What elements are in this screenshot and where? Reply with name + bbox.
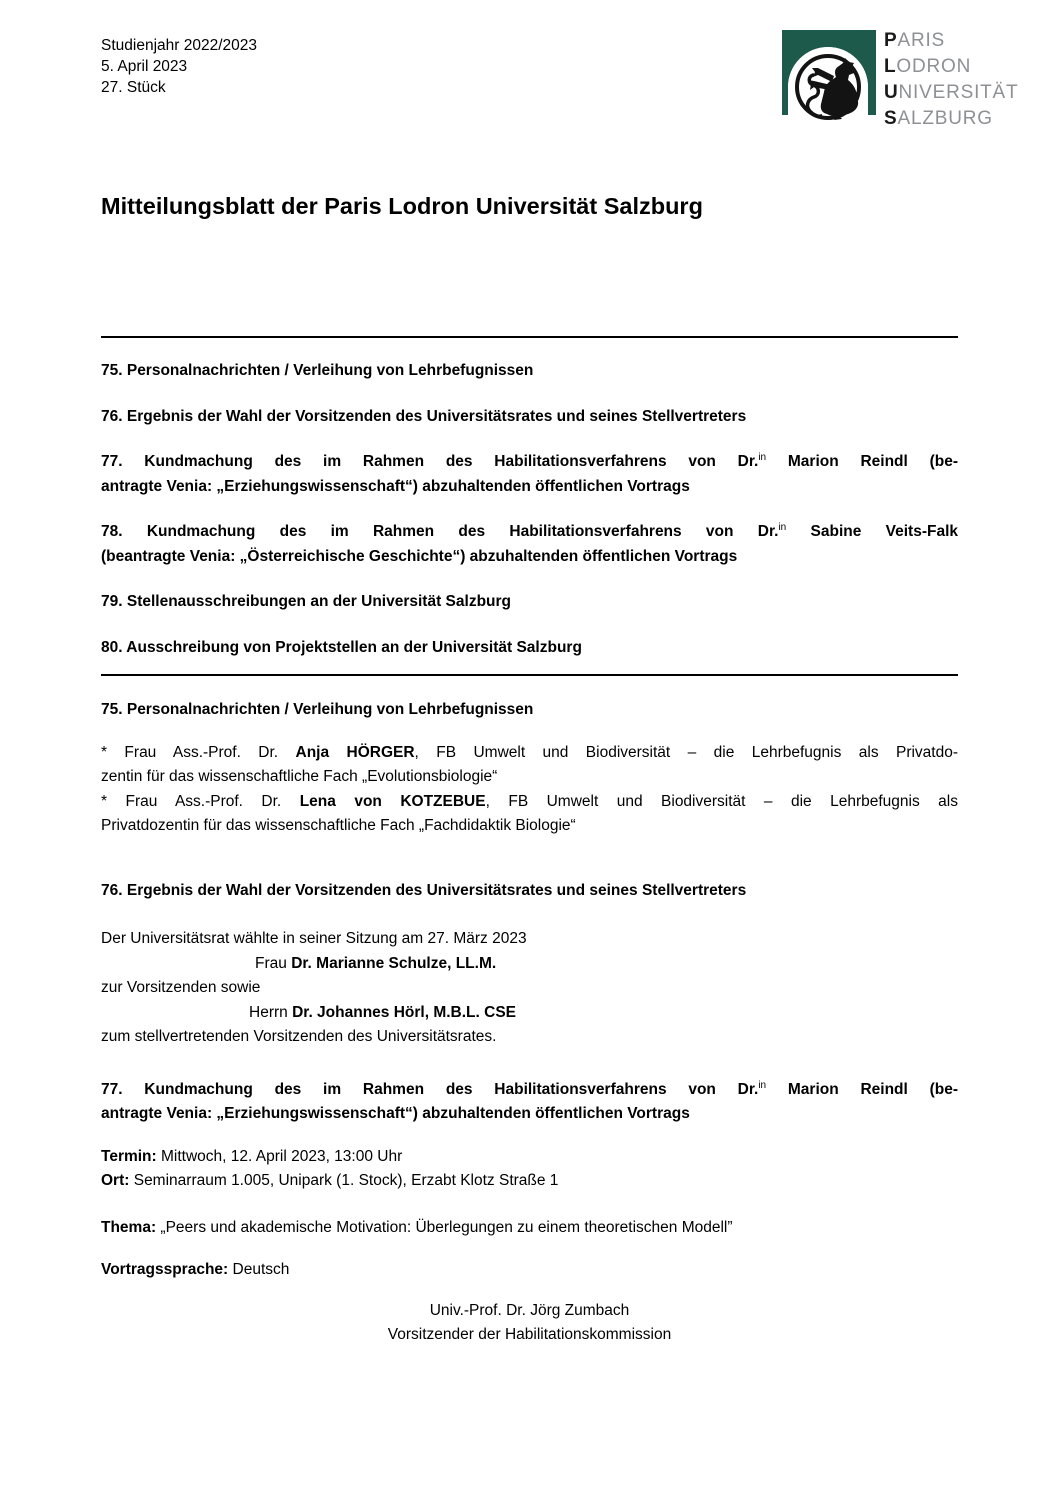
toc-item bbox=[101, 359, 958, 384]
text-run: antragte Venia: „Erziehungswissenschaft“) abzuhaltenden öffentlichen Vortrags bbox=[101, 477, 690, 495]
text-run: 77. Kundmachung des im Rahmen des Habilitationsverfahrens von Dr. bbox=[101, 1080, 759, 1098]
wordmark-initial: U bbox=[884, 82, 899, 103]
text-run: Univ.-Prof. Dr. Jörg Zumbach bbox=[429, 1301, 630, 1319]
text-run: 75. Personalnachrichten / Verleihung von Lehrbefugnissen bbox=[101, 362, 534, 379]
text-run: Marion Reindl (be- bbox=[766, 1080, 959, 1098]
text-run: 79. Stellenausschreibungen an der Universität Salzburg bbox=[101, 593, 512, 610]
horizontal-rule bbox=[101, 336, 958, 338]
superscript-text: in bbox=[778, 522, 787, 533]
text-run: „Peers und akademische Motivation: Überlegungen zu einem theoretischen Modell” bbox=[156, 1218, 733, 1236]
wordmark-rest: ODRON bbox=[896, 56, 972, 77]
horizontal-rule bbox=[101, 674, 958, 676]
toc-item bbox=[101, 520, 958, 569]
toc-item bbox=[101, 590, 958, 615]
text-run: Der Universitätsrat wählte in seiner Sitzung am 27. März 2023 bbox=[101, 930, 527, 947]
text-line bbox=[101, 976, 958, 1001]
text-line bbox=[101, 1258, 958, 1283]
body-paragraph bbox=[101, 1216, 958, 1241]
plus-wordmark bbox=[884, 28, 1018, 132]
text-run: Vorsitzender der Habilitationskommission bbox=[387, 1326, 672, 1343]
superscript-text: in bbox=[758, 1079, 767, 1091]
text-run: Frau bbox=[255, 954, 292, 972]
text-run: 80. Ausschreibung von Projektstellen an der Universität Salzburg bbox=[101, 638, 582, 656]
text-run: Mittwoch, 12. April 2023, 13:00 Uhr bbox=[156, 1147, 403, 1165]
text-line bbox=[101, 1169, 958, 1194]
text-run: 75. Personalnachrichten / Verleihung von Lehrbefugnissen bbox=[101, 701, 534, 718]
wordmark-row-salzburg bbox=[884, 106, 1018, 132]
text-line bbox=[101, 1001, 958, 1026]
document-content bbox=[101, 330, 958, 1348]
text-run: 77. Kundmachung des im Rahmen des Habilitationsverfahrens von Dr. bbox=[101, 453, 759, 470]
wordmark-initial: P bbox=[884, 30, 898, 51]
text-run: Herrn bbox=[249, 1003, 293, 1021]
bold-text: Dr. Marianne Schulze, LL.M. bbox=[291, 954, 497, 972]
text-line bbox=[101, 475, 958, 500]
text-line bbox=[101, 1323, 958, 1348]
body-paragraph bbox=[101, 1258, 958, 1283]
wordmark-row-lodron bbox=[884, 54, 1018, 80]
text-run: (beantragte Venia: „Österreichische Geschichte“) abzuhaltenden öffentlichen Vortrags bbox=[101, 547, 738, 565]
text-run: zentin für das wissenschaftliche Fach „Evolutionsbiologie“ bbox=[101, 768, 498, 785]
text-run: zum stellvertretenden Vorsitzenden des Universitätsrates. bbox=[101, 1028, 497, 1045]
text-line bbox=[101, 741, 958, 766]
wordmark-row-paris bbox=[884, 28, 1018, 54]
wordmark-rest: ALZBURG bbox=[897, 108, 993, 129]
text-run: Sabine Veits-Falk bbox=[786, 523, 958, 540]
bold-text: Anja HÖRGER bbox=[295, 743, 415, 761]
text-run: 76. Ergebnis der Wahl der Vorsitzenden des Universitätsrates und seines Stellvertreters bbox=[101, 407, 747, 425]
text-run: Deutsch bbox=[228, 1261, 290, 1278]
wordmark-rest: NIVERSITÄT bbox=[898, 82, 1019, 103]
bold-text: Vortragssprache: bbox=[101, 1261, 229, 1278]
superscript-text: in bbox=[758, 452, 767, 463]
text-line bbox=[101, 1102, 958, 1127]
wordmark-row-universitaet bbox=[884, 80, 1018, 106]
text-line bbox=[101, 952, 958, 977]
body-paragraph bbox=[101, 927, 958, 1050]
text-line bbox=[101, 765, 958, 790]
wordmark-initial: S bbox=[884, 108, 898, 129]
body-paragraph bbox=[101, 1145, 958, 1194]
text-run: , FB Umwelt und Biodiversität – die Lehrbefugnis als bbox=[485, 792, 958, 810]
text-line bbox=[101, 1078, 958, 1103]
body-paragraph bbox=[101, 741, 958, 839]
text-run: 76. Ergebnis der Wahl der Vorsitzenden des Universitätsrates und seines Stellvertreters bbox=[101, 881, 747, 899]
plus-logo bbox=[780, 27, 1050, 130]
toc-item bbox=[101, 450, 958, 499]
text-line bbox=[101, 1299, 958, 1324]
text-line bbox=[101, 590, 958, 615]
signature-block bbox=[101, 1299, 958, 1348]
text-run: * Frau Ass.-Prof. Dr. bbox=[101, 792, 300, 810]
bold-text: Dr. Johannes Hörl, M.B.L. CSE bbox=[292, 1003, 517, 1021]
section-heading bbox=[101, 1078, 958, 1127]
text-run: * Frau Ass.-Prof. Dr. bbox=[101, 743, 296, 761]
issue-studienjahr: Studienjahr 2022/2023 bbox=[101, 37, 257, 54]
issue-number: 27. Stück bbox=[101, 79, 166, 96]
text-line bbox=[101, 814, 958, 839]
bold-text: Termin: bbox=[101, 1147, 157, 1165]
text-run: Marion Reindl (be- bbox=[766, 453, 959, 470]
text-line bbox=[101, 790, 958, 815]
text-run: Seminarraum 1.005, Unipark (1. Stock), Erzabt Klotz Straße 1 bbox=[129, 1172, 559, 1189]
bold-text: Ort: bbox=[101, 1172, 130, 1189]
section-heading bbox=[101, 879, 958, 904]
toc-item bbox=[101, 636, 958, 661]
text-run: 78. Kundmachung des im Rahmen des Habilitationsverfahrens von Dr. bbox=[101, 523, 779, 540]
text-line bbox=[101, 1216, 958, 1241]
bold-text: Thema: bbox=[101, 1218, 157, 1236]
text-run: zur Vorsitzenden sowie bbox=[101, 979, 261, 996]
text-run: Privatdozentin für das wissenschaftliche Fach „Fachdidaktik Biologie“ bbox=[101, 817, 576, 834]
text-line bbox=[101, 1145, 958, 1170]
text-line bbox=[101, 636, 958, 661]
wordmark-initial: L bbox=[884, 56, 897, 77]
bold-text: Lena von KOTZEBUE bbox=[299, 792, 486, 810]
text-line bbox=[101, 545, 958, 570]
text-line bbox=[101, 450, 958, 475]
page-title: Mitteilungsblatt der Paris Lodron Universität Salzburg bbox=[101, 193, 703, 219]
issue-date: 5. April 2023 bbox=[101, 58, 188, 75]
text-run: antragte Venia: „Erziehungswissenschaft“) abzuhaltenden öffentlichen Vortrags bbox=[101, 1105, 690, 1122]
plus-lion-seal-icon bbox=[780, 27, 876, 130]
toc-item bbox=[101, 405, 958, 430]
text-run: , FB Umwelt und Biodiversität – die Lehrbefugnis als Privatdo- bbox=[414, 743, 959, 761]
wordmark-rest: ARIS bbox=[897, 30, 946, 51]
text-line bbox=[101, 359, 958, 384]
section-heading bbox=[101, 698, 958, 723]
text-line bbox=[101, 1025, 958, 1050]
text-line bbox=[101, 698, 958, 723]
issue-header bbox=[101, 35, 257, 98]
text-line bbox=[101, 879, 958, 904]
text-line bbox=[101, 405, 958, 430]
text-line bbox=[101, 520, 958, 545]
text-line bbox=[101, 927, 958, 952]
